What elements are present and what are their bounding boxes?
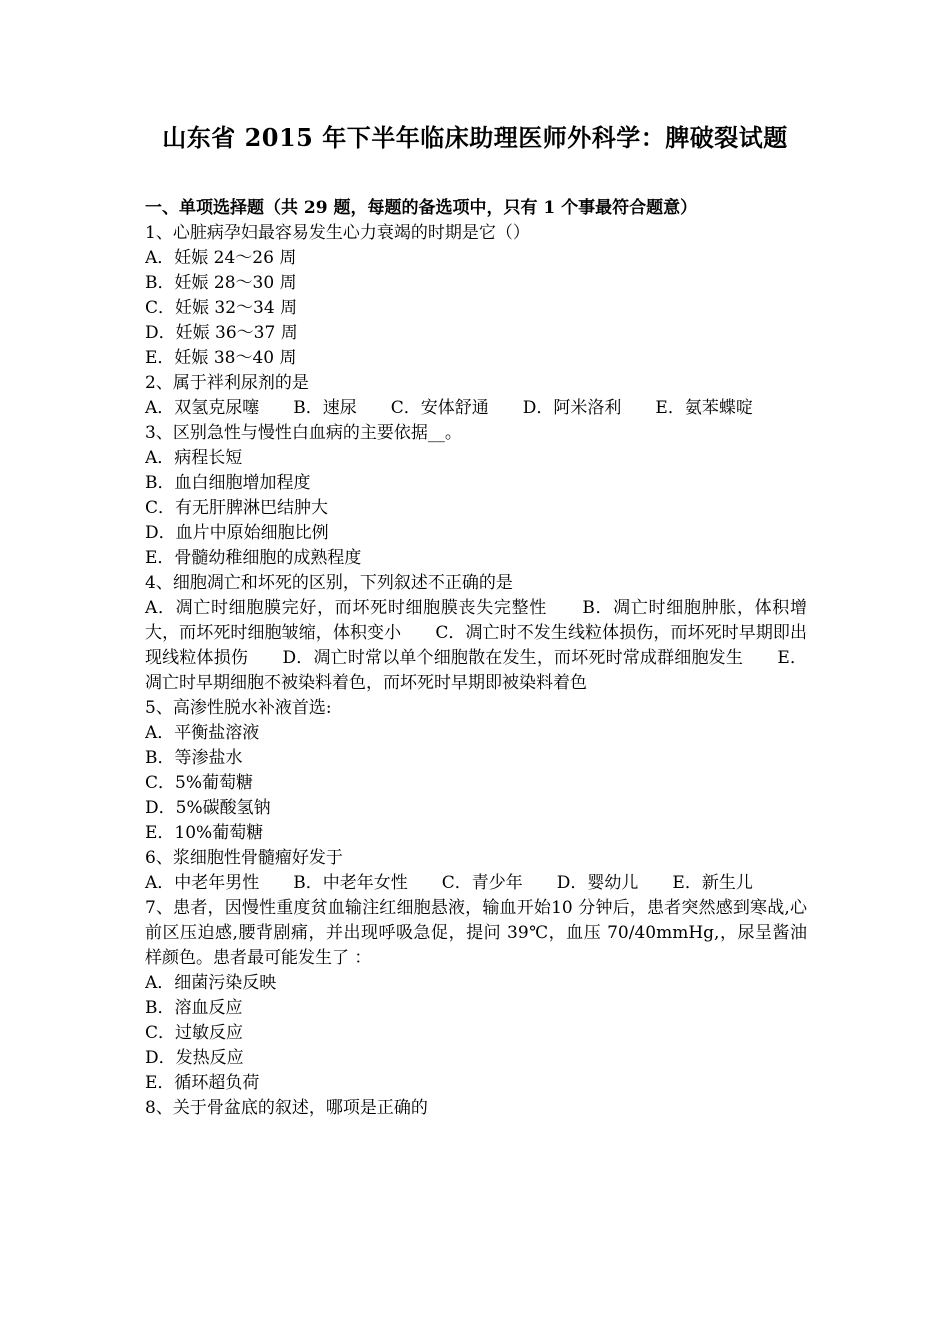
inline-options: A．凋亡时细胞膜完好，而坏死时细胞膜丧失完整性 B．凋亡时细胞肿胀，体积增大，而坏死时细胞皱缩，体积变小 C．凋亡时不发生线粒体损伤，而坏死时早期即出现线粒体损伤 D．凋亡时常以单个细胞散在发生，而坏死时常成群细胞发生 E．凋亡时早期细胞不被染料着色，而坏死时早期即被染料着色	[145, 598, 807, 693]
question-6	[145, 846, 807, 896]
question-3	[145, 421, 807, 571]
option-e: E．10%葡萄糖	[145, 823, 264, 843]
option-e: E．循环超负荷	[145, 1073, 260, 1093]
option-c: C．妊娠 32～34 周	[145, 298, 298, 318]
option-c: C．5%葡萄糖	[145, 773, 253, 793]
option-a: A．平衡盐溶液	[145, 723, 260, 743]
section-heading: 一、单项选择题（共 29 题，每题的备选项中，只有 1 个事最符合题意）	[145, 198, 698, 218]
option-a: A．细菌污染反映	[145, 973, 277, 993]
option-b: B．溶血反应	[145, 998, 243, 1018]
question-2	[145, 371, 807, 421]
question-stem: 8、关于骨盆底的叙述，哪项是正确的	[145, 1098, 428, 1118]
option-d: D．妊娠 36～37 周	[145, 323, 298, 343]
question-stem: 4、细胞凋亡和坏死的区别，下列叙述不正确的是	[145, 573, 513, 593]
question-stem: 1、心脏病孕妇最容易发生心力衰竭的时期是它（）	[145, 223, 530, 243]
question-8	[145, 1096, 807, 1121]
option-e: E．妊娠 38～40 周	[145, 348, 297, 368]
question-stem: 6、浆细胞性骨髓瘤好发于	[145, 848, 343, 868]
question-stem: 2、属于袢利尿剂的是	[145, 373, 309, 393]
option-d: D．发热反应	[145, 1048, 244, 1068]
option-c: C．有无肝脾淋巴结肿大	[145, 498, 329, 518]
document-body	[145, 196, 807, 1121]
question-1	[145, 221, 807, 371]
option-b: B．血白细胞增加程度	[145, 473, 311, 493]
option-a: A．病程长短	[145, 448, 243, 468]
option-d: D．5%碳酸氢钠	[145, 798, 271, 818]
question-4	[145, 571, 807, 696]
document-title: 山东省 2015 年下半年临床助理医师外科学：脾破裂试题	[162, 123, 788, 152]
question-5	[145, 696, 807, 846]
inline-options: A．中老年男性 B．中老年女性 C．青少年 D．婴幼儿 E．新生儿	[145, 873, 753, 893]
option-a: A．妊娠 24～26 周	[145, 248, 297, 268]
question-stem: 3、区别急性与慢性白血病的主要依据__。	[145, 423, 462, 443]
option-e: E．骨髓幼稚细胞的成熟程度	[145, 548, 362, 568]
option-b: B．妊娠 28～30 周	[145, 273, 297, 293]
question-stem: 7、患者，因慢性重度贫血输注红细胞悬液，输血开始10 分钟后，患者突然感到寒战,心前区压迫感,腰背剧痛，并出现呼吸急促，提问 39℃，血压 70/40mmHg,，尿呈酱油样颜色。患者最可能发生了 ：	[145, 898, 807, 968]
inline-options: A．双氢克尿噻 B．速尿 C．安体舒通 D．阿米洛利 E．氨苯蝶啶	[145, 398, 753, 418]
option-c: C．过敏反应	[145, 1023, 244, 1043]
option-d: D．血片中原始细胞比例	[145, 523, 329, 543]
question-7	[145, 896, 807, 1096]
option-b: B．等渗盐水	[145, 748, 243, 768]
question-stem: 5、高渗性脱水补液首选:	[145, 698, 332, 718]
